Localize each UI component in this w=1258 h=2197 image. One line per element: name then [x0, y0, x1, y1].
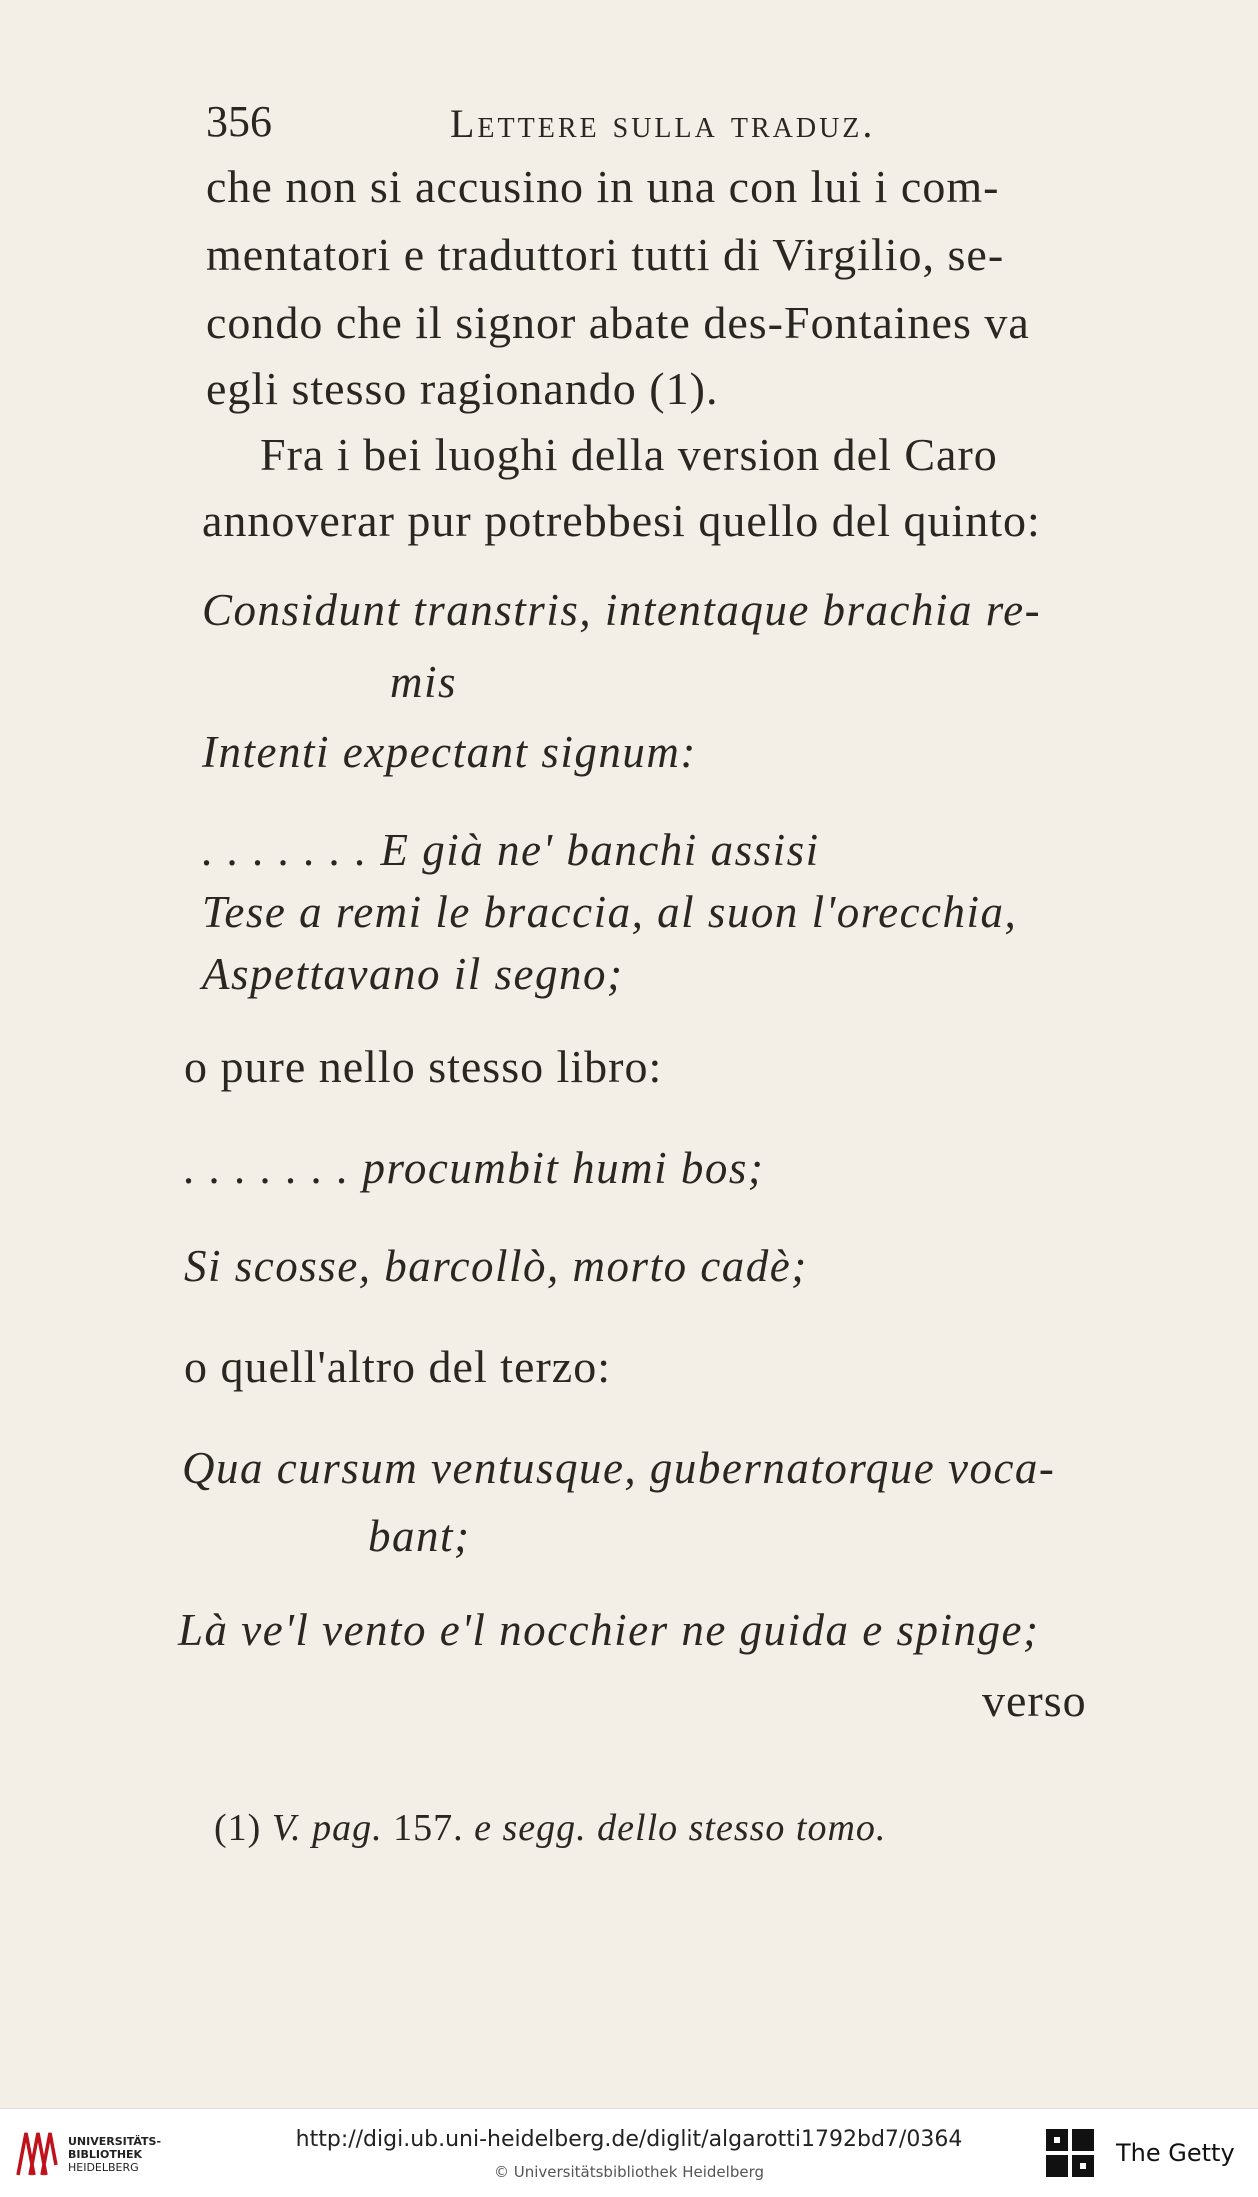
getty-logo[interactable]	[1044, 2127, 1244, 2183]
getty-label: The Getty	[1116, 2139, 1235, 2167]
footnote	[214, 1806, 886, 1850]
latin-quote-line: mis	[390, 657, 458, 707]
logo-line: UNIVERSITÄTS-	[68, 2135, 162, 2148]
italian-quote-line: . . . . . . . E già ne' banchi assisi	[202, 825, 820, 875]
catchword: verso	[982, 1675, 1087, 1726]
italian-quote-line: Aspettavano il segno;	[202, 949, 624, 999]
body-line: condo che il signor abate des-Fontaines va	[206, 297, 1030, 348]
viewer-footer	[0, 2108, 1258, 2197]
running-header: Lettere sulla traduz.	[450, 101, 876, 146]
body-line: mentatori e traduttori tutti di Virgilio, se-	[206, 229, 1005, 280]
latin-quote-line: Qua cursum ventusque, gubernatorque voca-	[182, 1443, 1056, 1493]
italian-quote-line: Tese a remi le braccia, al suon l'orecchia,	[202, 887, 1018, 937]
page-number: 356	[206, 97, 272, 146]
copyright-notice: © Universitätsbibliothek Heidelberg	[493, 2163, 764, 2181]
latin-quote-line: . . . . . . . procumbit humi bos;	[184, 1143, 765, 1193]
body-line: che non si accusino in una con lui i com-	[206, 161, 1000, 212]
footnote-rest: e segg. dello stesso tomo.	[474, 1807, 887, 1849]
italian-quote-line: Si scosse, barcollò, morto cadè;	[184, 1241, 808, 1291]
body-line: annoverar pur potrebbesi quello del quinto:	[202, 495, 1041, 546]
logo-line: BIBLIOTHEK	[68, 2148, 143, 2161]
latin-quote-line: bant;	[368, 1511, 471, 1561]
latin-quote-line: Considunt transtris, intentaque brachia re-	[202, 585, 1042, 635]
getty-mark-icon	[1044, 2127, 1096, 2179]
footnote-mark: (1)	[214, 1807, 262, 1849]
body-line: Fra i bei luoghi della version del Caro	[260, 429, 998, 480]
connector-text: o pure nello stesso libro:	[184, 1041, 663, 1092]
latin-quote-line: Intenti expectant signum:	[202, 727, 697, 777]
footnote-page: 157.	[393, 1807, 464, 1849]
permalink-url[interactable]: http://digi.ub.uni-heidelberg.de/diglit/algarotti1792bd7/0364	[295, 2127, 963, 2152]
logo-line: HEIDELBERG	[68, 2161, 139, 2174]
footnote-ref: V. pag.	[271, 1807, 383, 1849]
body-line: egli stesso ragionando (1).	[206, 363, 719, 414]
connector-text: o quell'altro del terzo:	[184, 1341, 611, 1392]
italian-quote-line: Là ve'l vento e'l nocchier ne guida e spinge;	[178, 1605, 1040, 1655]
